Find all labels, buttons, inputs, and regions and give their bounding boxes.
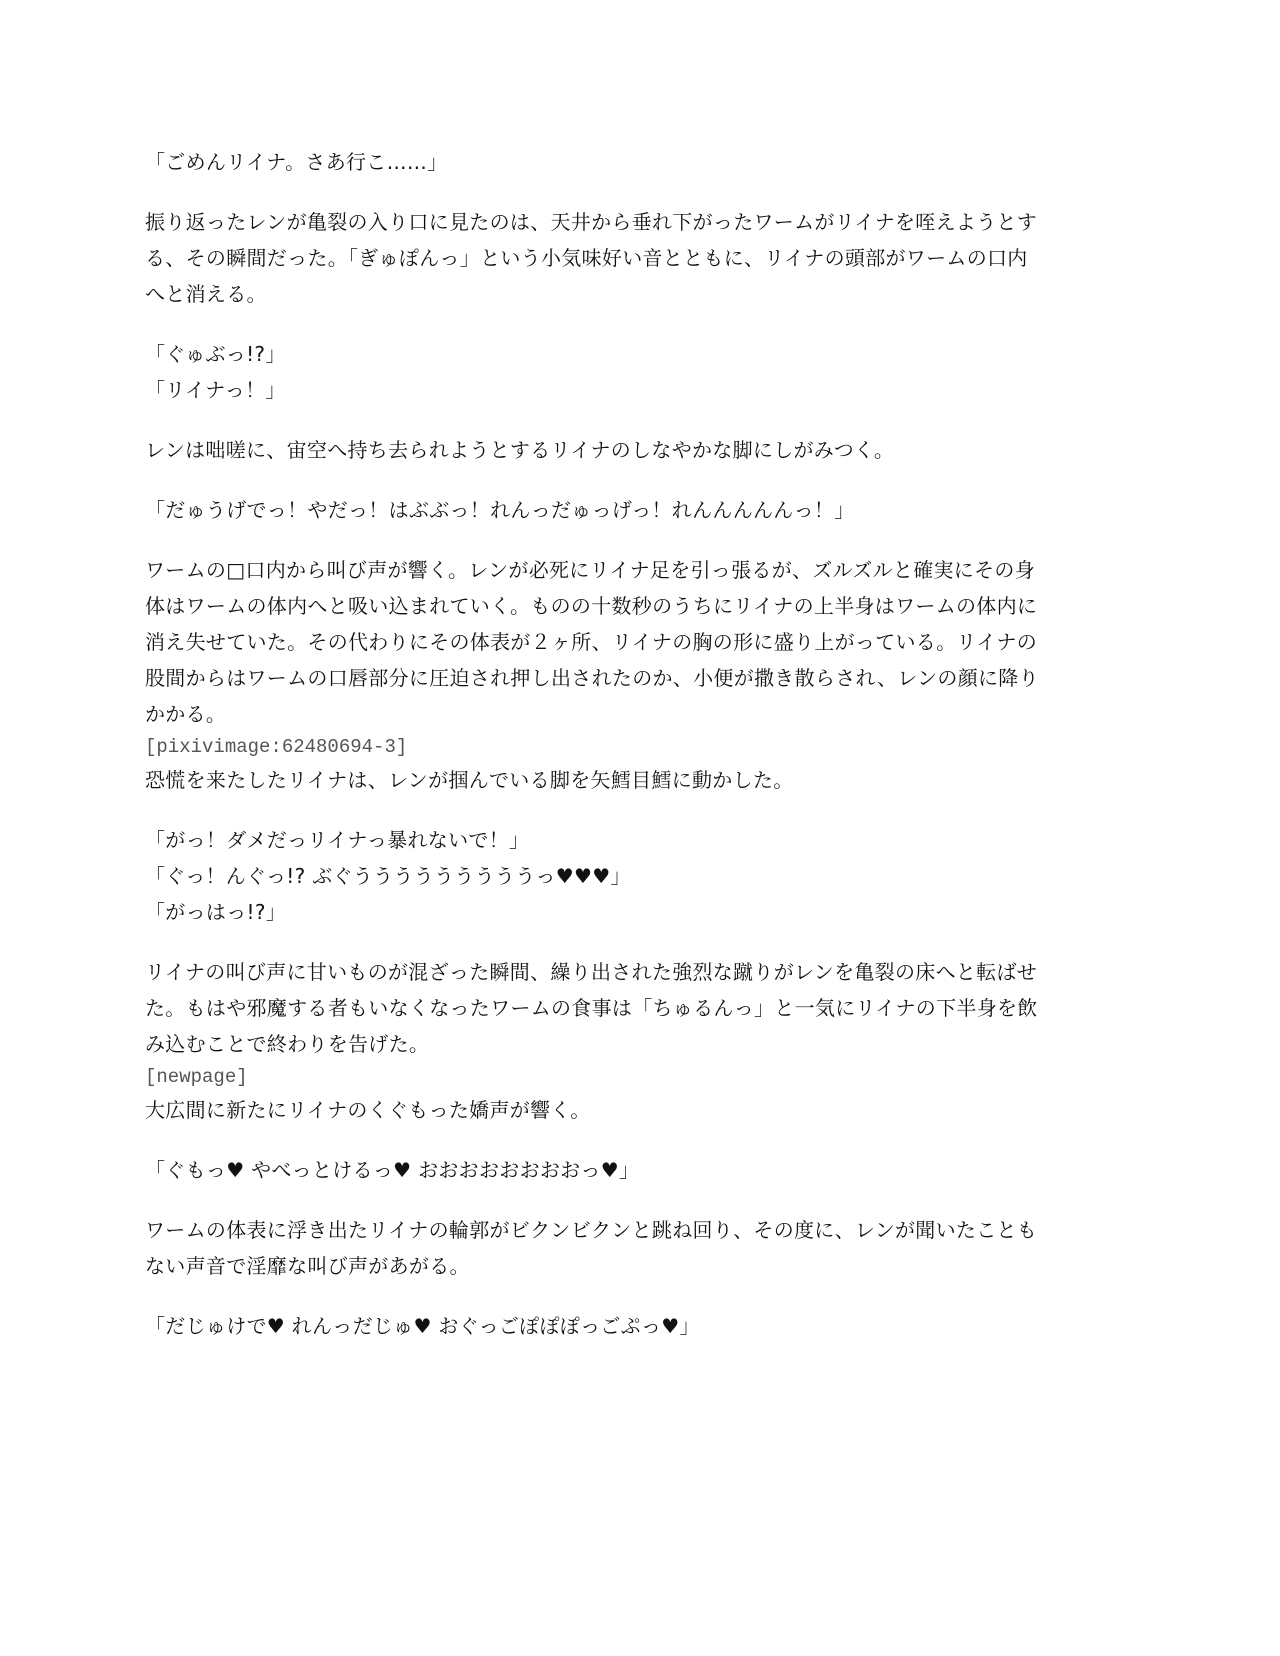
paragraph bbox=[145, 954, 1085, 1062]
text-line: 「がっ！ダメだっリイナっ暴れないで！」 bbox=[145, 828, 530, 852]
paragraph bbox=[145, 492, 1085, 528]
text-line: レンは咄嗟に、宙空へ持ち去られようとするリイナのしなやかな脚にしがみつく。 bbox=[145, 438, 895, 462]
text-line: へと消える。 bbox=[145, 282, 267, 306]
text-line: 「ぐゅぶっ!?」 bbox=[145, 342, 286, 366]
text-line: る、その瞬間だった。「ぎゅぽんっ」という小気味好い音とともに、リイナの頭部がワームの口内 bbox=[145, 246, 1028, 270]
text-line: 「がっはっ!?」 bbox=[145, 900, 287, 924]
text-line: かかる。 bbox=[145, 702, 227, 726]
text-line: 振り返ったレンが亀裂の入り口に見たのは、天井から垂れ下がったワームがリイナを咥えようとす bbox=[145, 210, 1038, 234]
text-line: [newpage] bbox=[145, 1066, 248, 1088]
paragraph bbox=[145, 432, 1085, 468]
text-line: 大広間に新たにリイナのくぐもった嬌声が響く。 bbox=[145, 1098, 591, 1122]
paragraph bbox=[145, 822, 1085, 930]
text-line: ワームの体表に浮き出たリイナの輪郭がビクンビクンと跳ね回り、その度に、レンが聞いたことも bbox=[145, 1218, 1038, 1242]
text-line: [pixivimage:62480694-3] bbox=[145, 736, 408, 758]
text-line: た。もはや邪魔する者もいなくなったワームの食事は「ちゅるんっ」と一気にリイナの下半身を飲 bbox=[145, 996, 1038, 1020]
paragraph bbox=[145, 1092, 1085, 1128]
paragraph bbox=[145, 144, 1085, 180]
markup-tag bbox=[145, 1062, 1085, 1092]
text-line: 「だじゅけで♥ れんっだじゅ♥ おぐっごぽぽぽっごぷっ♥」 bbox=[145, 1314, 700, 1338]
markup-tag bbox=[145, 732, 1085, 762]
text-line: 恐慌を来たしたリイナは、レンが掴んでいる脚を矢鱈目鱈に動かした。 bbox=[145, 768, 794, 792]
text-line: ない声音で淫靡な叫び声があがる。 bbox=[145, 1254, 470, 1278]
text-line: 「ぐっ！んぐっ!? ぶぐうううううううううっ♥♥♥」 bbox=[145, 864, 631, 888]
document-body bbox=[145, 144, 1085, 1368]
text-line: 「ごめんリイナ。さあ行こ……」 bbox=[145, 150, 448, 174]
text-line: 「だゅうげでっ！やだっ！はぶぶっ！れんっだゅっげっ！れんんんんんっ！」 bbox=[145, 498, 855, 522]
text-line: 「リイナっ！」 bbox=[145, 378, 286, 402]
paragraph bbox=[145, 204, 1085, 312]
text-line: 体はワームの体内へと吸い込まれていく。ものの十数秒のうちにリイナの上半身はワームの体内に bbox=[145, 594, 1038, 618]
paragraph bbox=[145, 762, 1085, 798]
text-line: 消え失せていた。その代わりにその体表が２ヶ所、リイナの胸の形に盛り上がっている。リイナの bbox=[145, 630, 1037, 654]
paragraph bbox=[145, 1308, 1085, 1344]
paragraph bbox=[145, 1212, 1085, 1284]
paragraph bbox=[145, 552, 1085, 732]
text-line: み込むことで終わりを告げた。 bbox=[145, 1032, 430, 1056]
text-line: 股間からはワームの口唇部分に圧迫され押し出されたのか、小便が撒き散らされ、レンの顔に降り bbox=[145, 666, 1039, 690]
paragraph bbox=[145, 336, 1085, 408]
paragraph bbox=[145, 1152, 1085, 1188]
text-line: リイナの叫び声に甘いものが混ざった瞬間、繰り出された強烈な蹴りがレンを亀裂の床へと転ばせ bbox=[145, 960, 1038, 984]
text-line: 「ぐもっ♥ やべっとけるっ♥ おおおおおおおおっ♥」 bbox=[145, 1158, 640, 1182]
text-line: ワームの□口内から叫び声が響く。レンが必死にリイナ足を引っ張るが、ズルズルと確実にその身 bbox=[145, 558, 1035, 582]
